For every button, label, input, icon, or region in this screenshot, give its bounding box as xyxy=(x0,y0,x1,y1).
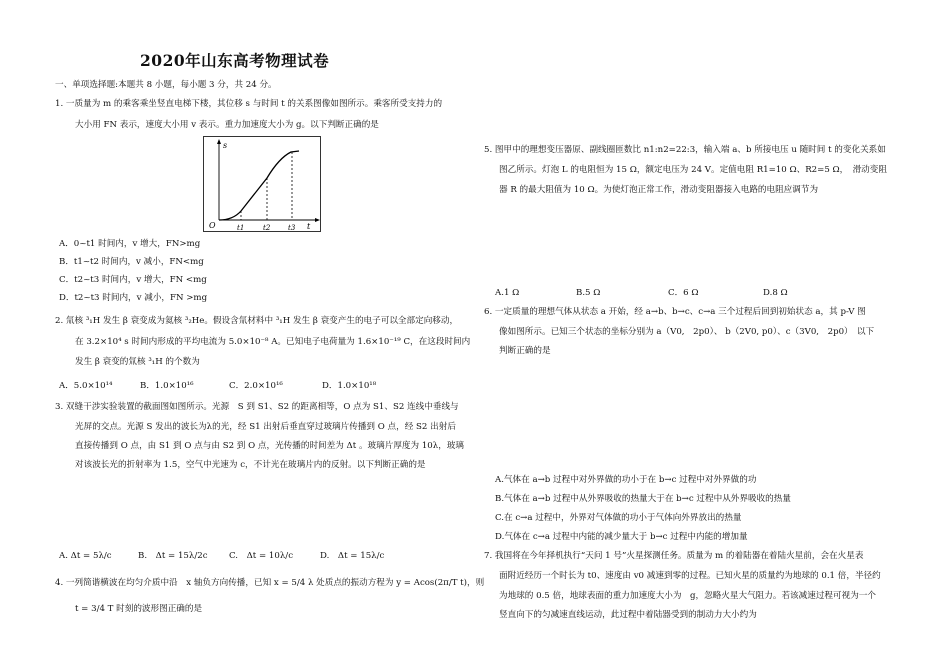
graph-t1-label: t1 xyxy=(237,224,245,232)
graph-t2-label: t2 xyxy=(263,224,271,232)
q7-line3: 为地球的 0.5 倍，地球表面的重力加速度大小为 g，忽略火星大气阻力。若该减速过程可视为一个 xyxy=(499,591,876,601)
q5-line3: 器 R 的最大阻值为 10 Ω。为使灯泡正常工作，滑动变阻器接入电路的电阻应调节为 xyxy=(499,185,819,195)
displacement-time-graph xyxy=(203,136,321,232)
q7-line2: 面附近经历一个时长为 t0、速度由 v0 减速到零的过程。已知火星的质量约为地球的 0.1 倍，半径约 xyxy=(499,571,881,581)
q3-line4: 对该波长光的折射率为 1.5，空气中光速为 c，不计光在玻璃片内的反射。以下判断正确的是 xyxy=(75,460,426,470)
q2-option-b: B．1.0×10¹⁶ xyxy=(140,381,194,391)
q1-option-c: C．t2~t3 时间内，v 增大，FN <mg xyxy=(59,275,207,285)
q3-option-b: B. Δt = 15λ/2c xyxy=(138,551,208,561)
q6-option-b: B.气体在 a→b 过程中从外界吸收的热量大于在 b→c 过程中从外界吸收的热量 xyxy=(495,494,791,504)
q3-option-d: D. Δt = 15λ/c xyxy=(320,551,385,561)
q1-option-b: B．t1~t2 时间内，v 减小，FN<mg xyxy=(59,257,204,267)
q2-line1: 2. 氚核 ³₁H 发生 β 衰变成为氦核 ³₂He。假设含氚材料中 ³₁H 发生 β 衰变产生的电子可以全部定向移动， xyxy=(55,316,459,326)
q1-line2: 大小用 FN 表示，速度大小用 v 表示。重力加速度大小为 g。以下判断正确的是 xyxy=(75,120,379,130)
q5-option-b: B.5 Ω xyxy=(576,288,601,298)
q7-line1: 7. 我国将在今年择机执行“天问 1 号”火星探测任务。质量为 m 的着陆器在着陆火星前，会在火星表 xyxy=(484,551,864,561)
q1-line1: 1. 一质量为 m 的乘客乘坐竖直电梯下楼，其位移 s 与时间 t 的关系图像如图所示。乘客所受支持力的 xyxy=(55,99,443,109)
graph-x-label: t xyxy=(307,222,311,231)
q3-option-a: A. Δt = 5λ/c xyxy=(59,551,112,561)
q7-line4: 竖直向下的匀减速直线运动，此过程中着陆器受到的制动力大小约为 xyxy=(499,610,757,620)
q6-option-c: C.在 c→a 过程中，外界对气体做的功小于气体向外界放出的热量 xyxy=(495,513,742,523)
q3-line2: 光屏的交点。光源 S 发出的波长为λ的光，经 S1 出射后垂直穿过玻璃片传播到 O 点，经 S2 出射后 xyxy=(75,422,456,432)
q4-line1: 4. 一列简谐横波在均匀介质中沿 x 轴负方向传播，已知 x = 5/4 λ 处质点的振动方程为 y = Acos(2π/T t)，则 xyxy=(55,578,485,588)
q3-line3: 直接传播到 O 点，由 S1 到 O 点与由 S2 到 O 点，光传播的时间差为 Δt 。玻璃片厚度为 10λ，玻璃 xyxy=(75,441,464,451)
graph-y-label: s xyxy=(223,141,228,150)
q2-option-a: A．5.0×10¹⁴ xyxy=(59,381,113,391)
q2-line3: 发生 β 衰变的氚核 ³₁H 的个数为 xyxy=(75,357,200,367)
q2-line2: 在 3.2×10⁴ s 时间内形成的平均电流为 5.0×10⁻⁸ A。已知电子电荷量为 1.6×10⁻¹⁹ C，在这段时间内 xyxy=(75,337,471,347)
q3-line1: 3. 双缝干涉实验装置的截面图如图所示。光源 S 到 S1、S2 的距离相等，O 点为 S1、S2 连线中垂线与 xyxy=(55,402,459,412)
graph-origin-label: O xyxy=(209,221,216,230)
q6-line3: 判断正确的是 xyxy=(499,346,551,356)
q4-line2: t = 3/4 T 时刻的波形图正确的是 xyxy=(75,604,203,614)
q5-option-c: C．6 Ω xyxy=(668,288,699,298)
q5-option-d: D.8 Ω xyxy=(763,288,788,298)
q6-option-a: A.气体在 a→b 过程中对外界做的功小于在 b→c 过程中对外界做的功 xyxy=(495,475,757,485)
q3-option-c: C. Δt = 10λ/c xyxy=(229,551,294,561)
q2-option-c: C．2.0×10¹⁶ xyxy=(229,381,283,391)
q1-option-d: D．t2~t3 时间内，v 减小，FN >mg xyxy=(59,293,208,303)
section-heading: 一、单项选择题:本题共 8 小题，每小题 3 分，共 24 分。 xyxy=(55,80,277,90)
q5-option-a: A.1 Ω xyxy=(495,288,520,298)
q6-line1: 6. 一定质量的理想气体从状态 a 开始，经 a→b、b→c、c→a 三个过程后回到初始状态 a，其 p-V 图 xyxy=(484,307,866,317)
page-title: 2020年山东高考物理试卷 xyxy=(140,51,330,70)
q6-option-d: D.气体在 c→a 过程中内能的减少量大于 b→c 过程中内能的增加量 xyxy=(495,532,748,542)
q6-line2: 像如图所示。已知三个状态的坐标分别为 a（V0, 2p0）、 b（2V0, p0）、c（3V0, 2p0） 以下 xyxy=(499,327,875,337)
q5-line1: 5. 图甲中的理想变压器原、副线圈匝数比 n1:n2=22:3，输入端 a、b 所接电压 u 随时间 t 的变化关系如 xyxy=(484,145,886,155)
graph-t3-label: t3 xyxy=(288,224,296,232)
q5-line2: 图乙所示。灯泡 L 的电阻恒为 15 Ω，额定电压为 24 V。定值电阻 R1=10 Ω、R2=5 Ω， 滑动变阻 xyxy=(499,165,887,175)
q2-option-d: D．1.0×10¹⁸ xyxy=(322,381,377,391)
q1-option-a: A．0~t1 时间内，v 增大，FN>mg xyxy=(59,239,201,249)
